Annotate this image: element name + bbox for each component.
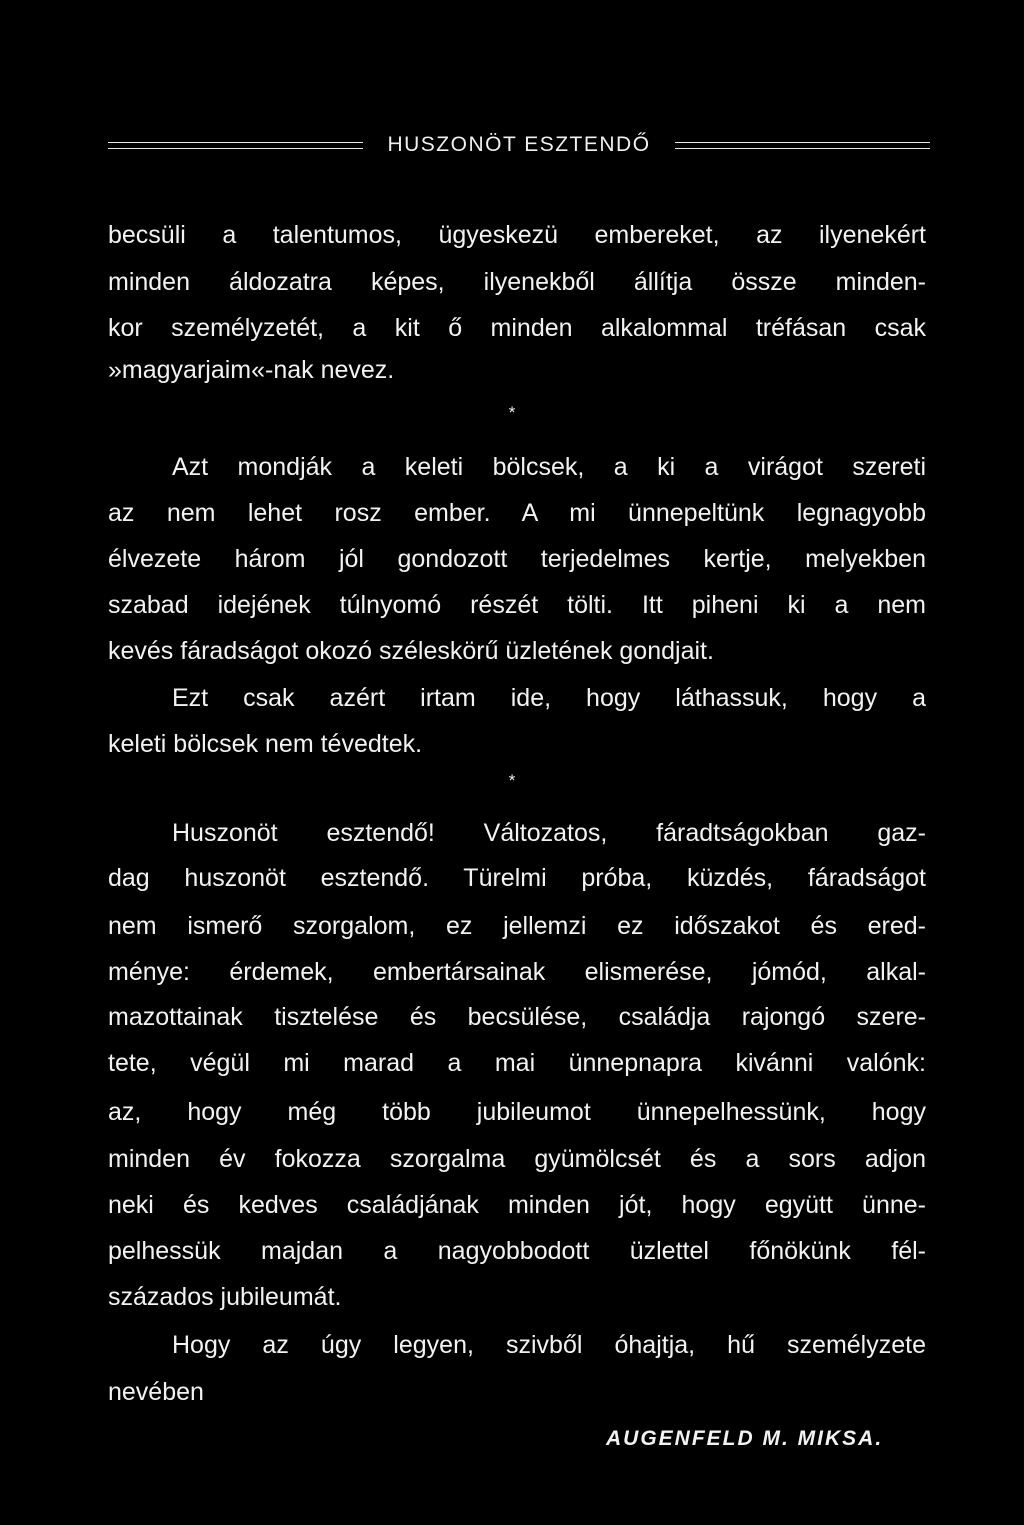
paragraph-2-line: szabad idejének túlnyomó részét tölti. Itt piheni ki a nem bbox=[108, 591, 926, 619]
paragraph-1-line: kor személyzetét, a kit ő minden alkalommal tréfásan csak bbox=[108, 314, 926, 342]
header-rule-left bbox=[108, 142, 363, 149]
paragraph-4-line: dag huszonöt esztendő. Türelmi próba, küzdés, fáradságot bbox=[108, 864, 926, 892]
paragraph-5-line: Hogy az úgy legyen, szivből óhajtja, hű személyzete bbox=[172, 1331, 926, 1359]
paragraph-4-line: mazottainak tisztelése és becsülése, családja rajongó szere- bbox=[108, 1003, 926, 1031]
paragraph-5-line: nevében bbox=[108, 1378, 204, 1406]
paragraph-4-line: minden év fokozza szorgalma gyümölcsét és a sors adjon bbox=[108, 1145, 926, 1173]
paragraph-4-line: pelhessük majdan a nagyobbodott üzlettel főnökünk fél- bbox=[108, 1237, 926, 1265]
paragraph-1-line: minden áldozatra képes, ilyenekből állítja össze minden- bbox=[108, 268, 926, 296]
paragraph-2-line: kevés fáradságot okozó széleskörű üzletének gondjait. bbox=[108, 637, 714, 665]
signature: AUGENFELD M. MIKSA. bbox=[606, 1427, 884, 1450]
section-separator-star: * bbox=[508, 403, 516, 422]
paragraph-4-line: tete, végül mi marad a mai ünnepnapra kivánni valónk: bbox=[108, 1049, 926, 1077]
header-title: HUSZONÖT ESZTENDŐ bbox=[387, 133, 651, 156]
paragraph-2-line: az nem lehet rosz ember. A mi ünnepeltünk legnagyobb bbox=[108, 499, 926, 527]
running-header bbox=[108, 130, 930, 160]
paragraph-4-line: ménye: érdemek, embertársainak elismerése, jómód, alkal- bbox=[108, 958, 926, 986]
paragraph-3-line: keleti bölcsek nem tévedtek. bbox=[108, 730, 423, 758]
paragraph-3-line: Ezt csak azért irtam ide, hogy láthassuk, hogy a bbox=[172, 684, 926, 712]
paragraph-1-line: becsüli a talentumos, ügyeskezü embereket, az ilyenekért bbox=[108, 221, 926, 249]
paragraph-2-line: élvezete három jól gondozott terjedelmes kertje, melyekben bbox=[108, 545, 926, 573]
paragraph-4-line: nem ismerő szorgalom, ez jellemzi ez időszakot és ered- bbox=[108, 912, 926, 940]
header-rule-right bbox=[675, 142, 930, 149]
paragraph-4-line: százados jubileumát. bbox=[108, 1283, 342, 1311]
paragraph-4-line: Huszonöt esztendő! Változatos, fáradtságokban gaz- bbox=[172, 819, 926, 847]
paragraph-1-line: »magyarjaim«-nak nevez. bbox=[108, 356, 395, 384]
section-separator-star: * bbox=[508, 771, 516, 790]
paragraph-4-line: neki és kedves családjának minden jót, hogy együtt ünne- bbox=[108, 1191, 926, 1219]
paragraph-2-line: Azt mondják a keleti bölcsek, a ki a virágot szereti bbox=[172, 453, 926, 481]
paragraph-4-line: az, hogy még több jubileumot ünnepelhessünk, hogy bbox=[108, 1098, 926, 1126]
